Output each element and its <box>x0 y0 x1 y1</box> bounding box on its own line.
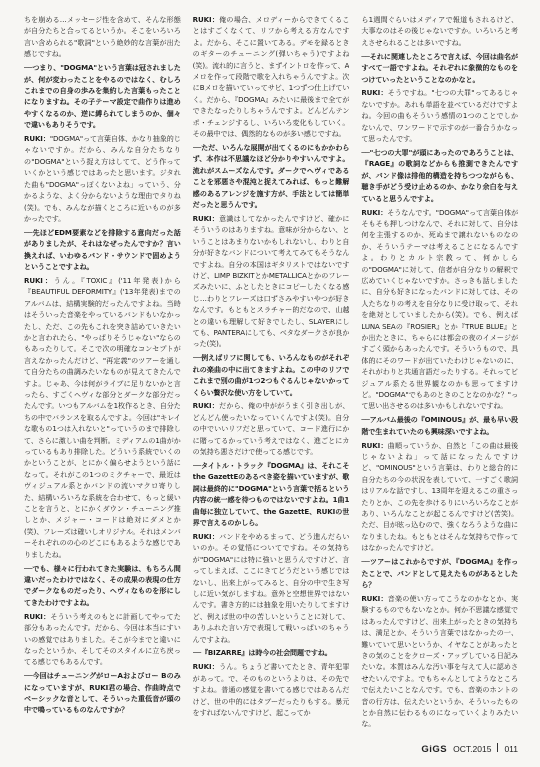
paragraph-text: そういう考えのもとに計画してやってた部分もあったんです。だから、今回は本当にすいいの感覚ではありました。そこが今までと違いになったというか、そしてそのスタイルに立ち戻ってる感じでもあるんです。 <box>24 611 181 667</box>
interview-question <box>24 563 181 609</box>
paragraph-text: バンドをやめるまって、どう進んだらいいのか。その覚悟についてですね。その気持ちが"DOGMA"には特に強いと思うんですけど、言ってしまえば、ここにきてどうだという感じではないし、出来上がってみると、自分の中で生き写しに近い気がしますね。意外と空想世界ではないんです。書き方的には抽象を用いたりしてますけど、例えば世の中の苦しいということに対して、ありふれた言い方で表現して戦いっぱいのちゃうんですよね。 <box>192 531 350 644</box>
paragraph-text: ──タイトル・トラック『DOGMA』は、それこそ the GazettEのあるべき姿を描いていますが、歌詞は最終的に"DOGMA"という言葉で括るという内容の統一感を待つものではないですよね。1曲1曲毎に独立していて、the GazettE、RUKIの世界で言えるのかしら。 <box>192 460 350 527</box>
paragraph-text: ちを崩める…メッセージ性を含めて、そんな形態が自分たちと合ってるというか。そこをいろいろ言い含められる"歌詞"という絶妙的な言葉が出た感じですね。 <box>24 15 181 59</box>
paragraph-text: ──先ほどEDM要素などを排除する意向だった話がありましたが、それはなぜったんですか？言い換えれば、いわゆるバンド・サウンドで固めようということですよね。 <box>24 227 181 272</box>
magazine-brand: GiGS <box>421 744 448 755</box>
interview-answer <box>361 207 518 412</box>
speaker-label: RUKI： <box>24 275 54 285</box>
speaker-label: RUKI： <box>192 401 220 411</box>
paragraph-text: ら1週間ぐらいはメディアで報道もされるけど、大事なのはその後じゃないですか。いろいろと考えさせられることは多いですね。 <box>361 15 519 47</box>
paragraph-text: ──"七つの大罪"が頭にあったのであろうことは、『RAGE』の歌詞などからも推測できたんですが、バンド像は排他的構造を持ちつつながらも、聴き手がどう受け止めるのか、かなり余白を与えていると思うんですよ。 <box>361 147 519 203</box>
article-columns <box>24 14 518 736</box>
paragraph-text: ──例えばリフに関しても、いろんなものがそれぞれの楽曲の中に出てきますよね。この中のリフでこれまで別の曲が1つ2つもぐるんじゃないかってくらい贅沢な使い方をしていて。 <box>192 353 350 397</box>
interview-question <box>361 147 518 204</box>
paragraph-text: ──ただ、いろんな展開が出てくるのにもかかわらず、本作は不思議なほど分かりやすいんですよ。流れがスムーズなんです。ダークでヘヴィであることを邪悪さや混沌と捉えてみれば、もっと難解感のあるアレンジを施す方が、手法としては簡単だったと思うんです。 <box>192 142 350 209</box>
interview-question <box>24 670 181 716</box>
paragraph-text: ──でも、様々に行われてきた実験は、もちろん間違いだったわけではなく、その成果の表現の仕方でダークなものだったり、ヘヴィなものを形にしてきたわけですよね。 <box>24 563 181 607</box>
interview-question <box>361 414 518 437</box>
speaker-label: RUKI： <box>361 440 388 450</box>
speaker-label: RUKI： <box>192 15 220 24</box>
interview-answer <box>361 87 518 144</box>
interview-question <box>24 62 181 130</box>
column-1 <box>24 14 181 736</box>
interview-answer <box>24 275 181 560</box>
interview-answer <box>193 661 350 718</box>
paragraph-text: うん。『TOXIC』('11年発表)から『BEAUTIFUL DEFORMITY』('13年発表)までのアルバムは、結構実験的だったんですよね。当時はそういった音楽をやっているバンドもいなかったし、ただ、この先もこれを突き詰めていきたいかと言われたら、"やっぱりそうじゃない"ならのもあったりして。そこで次の明確なコンセプトが言えなかったんだけど、"再定義"のツアーを通して自分たちの曲調みたいなものが見えてきたんですよ。じゃあ、今は何がライブに足りないかと言ったら、すごくヘヴィな部分とダークな部分だったんです。いつもアルバムを1枚作るとき、自分たちの中でバランスを取るんですよ。今回は"キレイな歌もの1つは入れないと"っていうのまで排除して、さらに激しい曲を判断。ミディアムの1曲がかっているもあり排除した。どういう系統でいくのかということが、とにかく偏らせようという話になって。それがこの1つのミクチャーで、最近はヴィジュアル系とかバンドの流いマクロ寄りした、結構いろいろな系統を合わせて、もっと緩いことを言うと、とにかくダウン・チューニング推しとか、メジャー・コードは絶対にダメとか(笑)、フレーズは確いしオリジナル。それはメンバーそれぞれのの心のどこにもあるような感じでありましたね。 <box>24 275 181 559</box>
column-3 <box>361 14 518 736</box>
interview-answer <box>193 213 350 350</box>
page-number: 011 <box>504 744 518 754</box>
speaker-label: RUKI： <box>192 213 220 223</box>
paragraph-text: "DOGMA"って言葉自体、かなり抽象的じゃないですか。だから、みんな自分たちなりの"DOGMA"という捉え方はしてて、どう作っていくかという感じではあったと思います。ジタれた曲も"DOGMA"っぽくないよね」っていう、分かるような、よく分からないような理由でタりね(笑)。でも、みんなが描くところに近いものが多かったです。 <box>24 134 181 223</box>
interview-answer <box>24 133 181 224</box>
interview-question <box>361 51 518 85</box>
interview-question <box>24 227 181 273</box>
paragraph-text: 俺の場合、メロディーからできてくることはすごくなくて、リフから考える方なんですよ。だから、そこに置いてある。デモを録るときのギターのチューニング(弾いちゃう)ですよね(笑)。流れ的に言うと、まずイントロを作って、Aメロを作って段階で歌を入れちゃうんですよ。次にBメロを描いていってサビ、1つずつ仕上げていく。だから、『DOGMA』みたいに最後まで全てができたなったりしちゃうんですよ。どんどんテンポ・チェンジするし、いろいろ変化もしていく。その最中では、偶然的なものが多い感じですね。 <box>192 15 350 139</box>
issue-date: OCT.2015 <box>453 744 492 754</box>
interview-answer <box>361 593 518 730</box>
interview-answer <box>193 14 350 139</box>
speaker-label: RUKI： <box>361 593 388 603</box>
speaker-label: RUKI： <box>192 662 220 672</box>
speaker-label: RUKI： <box>361 88 388 98</box>
paragraph-text: そうなんです。"DOGMA"って言葉自体がそもそも押しつけなんで、それに対して、自分は何を主張するのか、死ぬまで譲れないものなのか、そういうテーマは考えることになるんですよ。わりとカルト宗教って、何かしらの"DOGMA"に対して、信者が自分なりの解釈で広めていくじゃないですか。さっきも話しましたに、自分も好きになったバンドに対しては、その人たちなりの考えを自分なりに受け取って、それを絶対としていましたから(笑)。でも、例えばLUNA SEAの『ROSIER』とか『TRUE BLUE』とか出たときに、ちゃらには都会の夜のイメージがすごく頭からあったんです。そういうもので、具体的にそのワードが出ていたわけじゃないのに、それがわりと共通言語だったりする。それってビジュアル系たる世界観なのかも思ってますけど。"DOGMA"でもあのときのことなのかな？"って思い出させるのは多いかもしれないですね。 <box>361 207 519 411</box>
paragraph-text: 意識はしてなかったんですけど、確かにそういうのはありますね。意味が分からない、ということはあまりないかもしれないし、わりと自分が好きなバンドについて考えてみてもそうなんですよね。自分の本国はギタリストではないですけど、LIMP BIZKITとかMETALLICAとかのフレーズみたいに、ふとしたときにコピーしたくなる感じ…わりとフレーズは口ずさみやすいやつが好きなんです。もともとスラチャー的だなので、山越との違いも理解して好きでしたし、SLAYERにしても、PANTERAにしても、ベタなダークさが良かった(笑)。 <box>192 213 350 349</box>
interview-question <box>361 556 518 590</box>
speaker-label: RUKI： <box>24 134 50 144</box>
speaker-label: RUKI： <box>361 207 388 217</box>
paragraph-text: ──『BIZARRE』は時今の社会問題ですね。 <box>192 648 332 658</box>
speaker-label: RUKI： <box>24 611 51 621</box>
footer-divider <box>497 743 498 752</box>
interview-answer <box>193 400 350 457</box>
paragraph-text: うん。ちょうど書いてたとき、青年犯罪があって。で、そのものというよりは、その先ですよね。普通の感覚を書いてる感じではあるんだけど、世の中的にはタブーだったりもする。暴元をすればないんですけど、起こってか <box>192 662 350 717</box>
interview-question <box>193 460 350 528</box>
interview-question <box>193 352 350 398</box>
interview-answer <box>193 531 350 645</box>
paragraph-text: ──それに関連したところで言えば、今回は曲名がすべて一語ですよね。それぞれに象徴的なものをつけていったということなのかなと。 <box>361 51 519 84</box>
body-paragraph <box>361 14 518 48</box>
paragraph-text: ──ツアーはこれからですが、『DOGMA』を作ったことで、バンドとして見えたものがあるとしたら？ <box>361 557 519 589</box>
paragraph-text: 音楽の使い方ってこうなのかなとか、実験するものでもないなとか。何か不思議な感覚ではあったんですけど、出来上がったときの気持ちは、満足とか、そういう言葉ではなかったの一、難いていて思いというか、イヤなことがあったときの気のことをクローズ・アップしている日記みたいな。本質はみんな汚い事を与えて人に認めさせたいんですよ。でもちゃんとしてようなところで伝えたいことなんです。でも、音楽のホントの音の行方は、伝えたいというか、そういったものとか自然に伝わるものになっていくよりみたいな。 <box>361 593 519 729</box>
speaker-label: RUKI： <box>192 531 220 541</box>
paragraph-text: ──今回はチューニングがローAおよびロー Bのみになっていますが、RUKI君の場合、作曲時点でベーシックな音として、そういった重低音が頭の中で鳴っているものなんですか？ <box>24 671 181 715</box>
paragraph-text: ──つまり、"DOGMA"という言葉は冠されましたが、何が変わったことをやるのではなく、むしろこれまでの自身の歩みを集約した言葉もったことになりますね。その子テーマ設定で曲作りは進めやすくなるのか、逆に縛られてしまうのか、個々で違いもありそうです。 <box>24 63 181 130</box>
paragraph-text: そうですね。"七つの大罪"ってあるじゃないですか。あれも単語を並べているだけですよね。今回の曲もそういう感情の1つのことでしかないんで、ワンワードで示すのが一番合うかなって思ったんです。 <box>361 88 519 144</box>
column-2 <box>193 14 350 736</box>
paragraph-text: だから、俺の中ががうまく引き出しが、どんどん使ったいなっていくんですよ(笑)。自分の中でいいリフだと思っていて、コード進行にかに賭ってるかっていう考えではなく、進ごとにカの気持ち悪さだけで使ってる感じです。 <box>192 401 350 457</box>
interview-question <box>193 142 350 210</box>
body-paragraph <box>24 14 181 60</box>
interview-question <box>193 647 350 658</box>
interview-answer <box>24 611 181 668</box>
page-footer <box>421 743 518 755</box>
paragraph-text: ──アルバム最後の『OMINOUS』が、最も早い段階で生まれていたのも興味深いですよね。 <box>361 415 519 436</box>
paragraph-text: 曲順っていうか、自然と「この曲は最後じゃないよね」って話になったんですけど、"OMINOUS"という言葉は、わりと総合的に自分たちの今の状況を表していて、一すごく歌詞はリアルな話ですし、13周年を迎えるこの重さったりとか、この先を歩けるりにいろいろなことがあり、いろんなことが起こるんですけど(苦笑)。ただ、目が眩っ込むので、強くなろうような曲になりましたね。もともとはそんな気持ちで作ってはなかったんですけど。 <box>361 440 519 553</box>
interview-answer <box>361 440 518 554</box>
